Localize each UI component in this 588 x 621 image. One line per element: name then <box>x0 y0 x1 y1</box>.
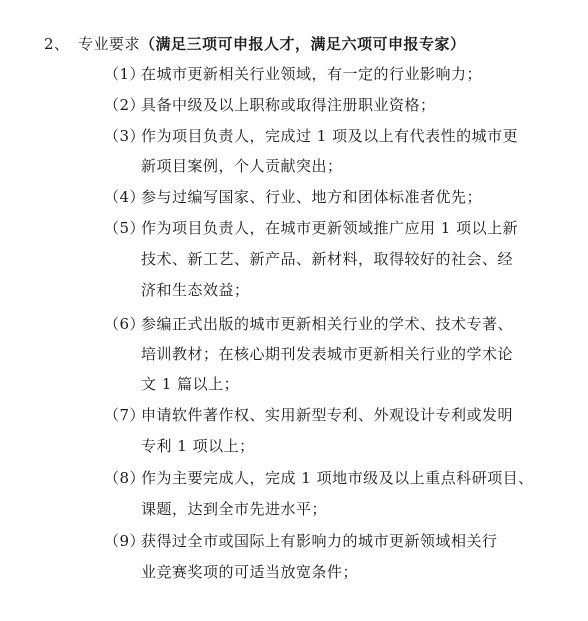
item-text: 专利 1 项以上； <box>141 437 255 455</box>
item-text: 参编正式出版的城市更新相关行业的学术、技术专著、 <box>141 315 514 333</box>
item-number: （3） <box>104 127 146 145</box>
item-text: 业竞赛奖项的可适当放宽条件； <box>141 563 359 581</box>
item-text: 作为项目负责人，完成过 1 项及以上有代表性的城市更 <box>141 127 519 145</box>
item-text: 具备中级及以上职称或取得注册职业资格； <box>141 96 436 114</box>
item-text: 参与过编写国家、行业、地方和团体标准者优先； <box>141 188 483 206</box>
section-number: 2、 <box>44 35 70 53</box>
item-number: （8） <box>104 469 146 487</box>
section-title: 专业要求 <box>78 35 141 53</box>
item-number: （5） <box>104 219 146 237</box>
item-number: （4） <box>104 188 146 206</box>
item-text: 济和生态效益； <box>141 281 250 299</box>
item-text: 培训教材；在核心期刊发表城市更新相关行业的学术论 <box>141 345 514 363</box>
item-text: 新项目案例，个人贡献突出； <box>141 157 343 175</box>
item-text: 作为项目负责人，在城市更新领域推广应用 1 项以上新 <box>141 219 519 237</box>
item-number: （1） <box>104 65 146 83</box>
item-text: 技术、新工艺、新产品、新材料，取得较好的社会、经 <box>141 250 514 268</box>
item-text: 申请软件著作权、实用新型专利、外观设计专利或发明 <box>141 406 514 424</box>
item-number: （2） <box>104 96 146 114</box>
section-title-condition: （满足三项可申报人才，满足六项可申报专家） <box>140 35 466 53</box>
item-number: （7） <box>104 406 146 424</box>
item-text: 文 1 篇以上； <box>141 375 240 393</box>
item-text: 获得过全市或国际上有影响力的城市更新领域相关行 <box>141 532 498 550</box>
item-text: 课题，达到全市先进水平； <box>141 500 328 518</box>
section-heading <box>78 34 466 54</box>
item-number: （6） <box>104 315 146 333</box>
item-text: 作为主要完成人，完成 1 项地市级及以上重点科研项目、 <box>141 469 534 487</box>
item-text: 在城市更新相关行业领域，有一定的行业影响力； <box>141 65 483 83</box>
item-number: （9） <box>104 532 146 550</box>
